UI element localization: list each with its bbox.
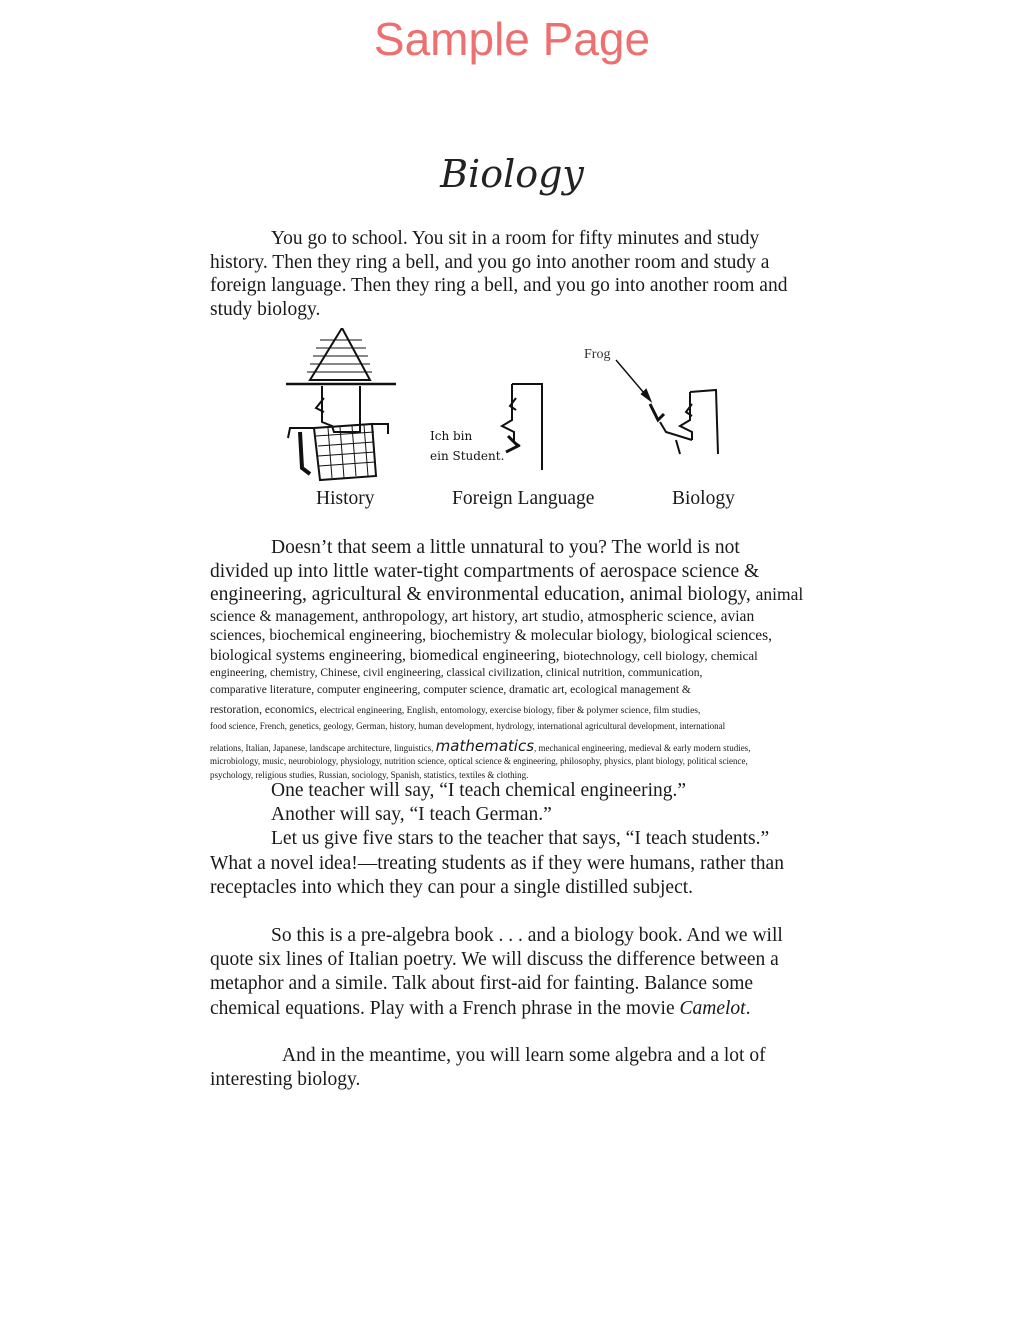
history-figure [286, 328, 396, 480]
closing-paragraph [210, 1044, 824, 1092]
unnatural-line-9 [210, 699, 824, 720]
intro-line-4: study biology. [210, 298, 321, 320]
caption-biology: Biology [672, 488, 735, 509]
unnatural-line-9b: electrical engineering, English, entomology, exercise biology, fiber & polymer science, film studies, [319, 706, 701, 716]
camelot-title: Camelot [679, 997, 746, 1019]
teachers-paragraph [210, 779, 824, 900]
speech-line-2: ein Student. [430, 449, 505, 463]
caption-foreign-language: Foreign Language [452, 488, 595, 509]
prealgebra-line-1: So this is a pre-algebra book . . . and a biology book. And we will [271, 925, 783, 946]
biology-figure [584, 347, 718, 454]
intro-line-3: foreign language. Then they ring a bell, and you go into another room and [210, 275, 788, 296]
intro-paragraph [210, 227, 824, 321]
unnatural-line-11 [210, 736, 824, 756]
teachers-line-3: Let us give five stars to the teacher that says, “I teach students.” [271, 828, 770, 850]
mathematics-word: mathematics [435, 736, 535, 755]
unnatural-line-11a: relations, Italian, Japanese, landscape architecture, linguistics, [210, 742, 436, 753]
unnatural-line-3a: engineering, agricultural & environmental education, animal biology, [210, 584, 756, 605]
prealgebra-line-4 [210, 997, 824, 1021]
page-title: Biology [440, 152, 584, 196]
intro-line-1: You go to school. You sit in a room for fifty minutes and study [271, 228, 760, 249]
unnatural-line-13: psychology, religious studies, Russian, sociology, Spanish, statistics, textiles & clothing. [210, 769, 529, 780]
closing-line-2: interesting biology. [210, 1069, 361, 1091]
unnatural-line-5: sciences, biochemical engineering, biochemistry & molecular biology, biological sciences, [210, 627, 772, 644]
unnatural-line-4: science & management, anthropology, art history, art studio, atmospheric science, avian [210, 607, 755, 625]
prealgebra-line-3: metaphor and a simile. Talk about first-aid for fainting. Balance some [210, 973, 754, 995]
unnatural-line-2: divided up into little water-tight compartments of aerospace science & [210, 560, 760, 582]
closing-line-1: And in the meantime, you will learn some algebra and a lot of [282, 1045, 766, 1066]
unnatural-line-1: Doesn’t that seem a little unnatural to you? The world is not [271, 537, 740, 558]
teachers-line-4: What a novel idea!—treating students as if they were humans, rather than [210, 852, 784, 874]
prealgebra-paragraph [210, 924, 824, 1021]
teachers-line-1: One teacher will say, “I teach chemical engineering.” [271, 780, 687, 801]
unnatural-line-6 [210, 646, 824, 666]
foreign-language-figure [430, 384, 542, 470]
intro-line-2: history. Then they ring a bell, and you go into another room and study a [210, 251, 770, 273]
unnatural-line-9a: restoration, economics, [210, 704, 320, 716]
sample-page-watermark: Sample Page [373, 13, 651, 65]
unnatural-line-12: microbiology, music, neurobiology, physiology, nutrition science, optical science & engineering, philosophy, physics, plant biology, political science, [210, 756, 748, 766]
frog-label: Frog [584, 347, 611, 362]
teachers-line-5: receptacles into which they can pour a single distilled subject. [210, 876, 694, 898]
unnatural-line-6a: biological systems engineering, biomedical engineering, [210, 646, 564, 664]
prealgebra-line-2: quote six lines of Italian poetry. We will discuss the difference between a [210, 949, 779, 971]
prealgebra-line-4a: chemical equations. Play with a French phrase in the movie [210, 997, 680, 1019]
unnatural-line-3b: animal [755, 584, 804, 604]
unnatural-line-8: comparative literature, computer engineering, computer science, dramatic art, ecological management & [210, 684, 691, 696]
cartoon-illustration [280, 328, 750, 496]
unnatural-line-11c: , mechanical engineering, medieval & early modern studies, [534, 742, 751, 753]
unnatural-line-3 [210, 583, 824, 607]
caption-history: History [316, 488, 375, 509]
prealgebra-line-4c: . [745, 997, 751, 1019]
unnatural-line-10: food science, French, genetics, geology, German, history, human development, hydrology, international agricultural development, international [210, 721, 726, 731]
teachers-line-2: Another will say, “I teach German.” [271, 804, 552, 826]
unnatural-paragraph [210, 536, 824, 782]
speech-line-1: Ich bin [430, 429, 473, 443]
unnatural-line-6b: biotechnology, cell biology, chemical [563, 647, 758, 663]
unnatural-line-7: engineering, chemistry, Chinese, civil engineering, classical civilization, clinical nutrition, communication, [210, 667, 703, 679]
